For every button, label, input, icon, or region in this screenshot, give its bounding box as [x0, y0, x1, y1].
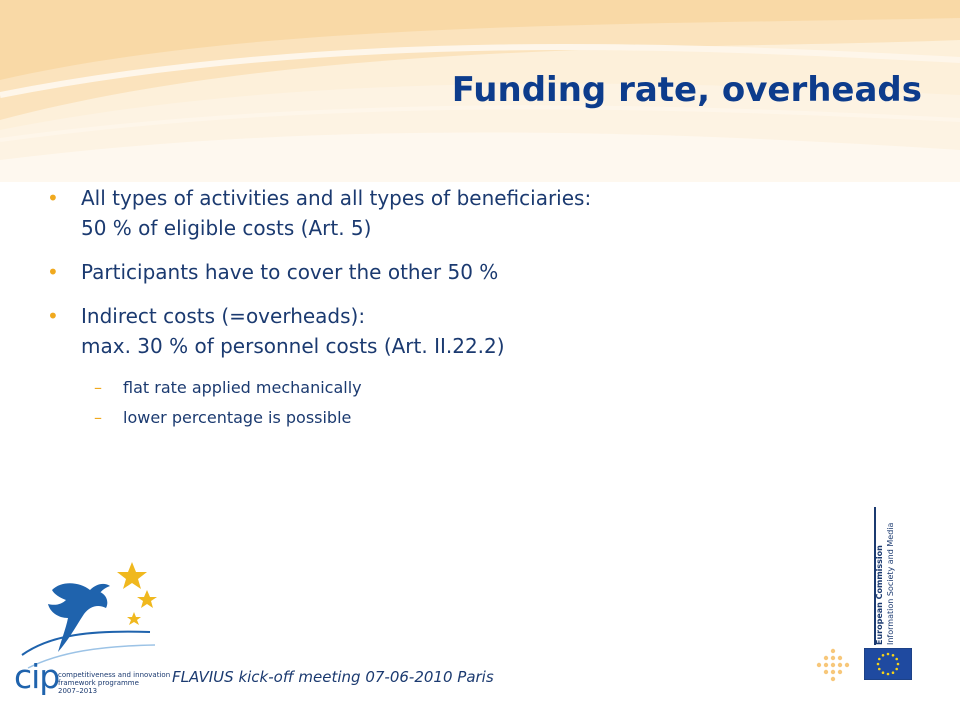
dash-icon: – [94, 378, 102, 397]
cip-text-line: competitiveness and innovation [58, 671, 171, 679]
dots-logo-icon [816, 648, 850, 682]
bullet-line: All types of activities and all types of beneficiaries: [81, 186, 592, 210]
sub-bullet-text: lower percentage is possible [123, 408, 352, 427]
ec-logo-text [874, 508, 904, 645]
ec-dg: Information Society and Media [886, 522, 895, 645]
cip-text-line: framework programme [58, 679, 139, 687]
sub-bullet-list [44, 373, 904, 433]
bullet-line: Participants have to cover the other 50 % [81, 260, 499, 284]
cip-text-line: 2007–2013 [58, 687, 98, 695]
bullet-line: max. 30 % of personnel costs (Art. II.22.2) [81, 334, 505, 358]
bullet-line: 50 % of eligible costs (Art. 5) [81, 216, 372, 240]
ec-name: European Commission [875, 545, 884, 645]
eu-flag-icon [864, 648, 912, 680]
bullet-item [44, 257, 904, 287]
footer-text: FLAVIUS kick-off meeting 07-06-2010 Paris [172, 668, 494, 686]
bullet-list [44, 183, 904, 433]
bullet-item [44, 183, 904, 243]
bullet-dot-icon: • [47, 304, 59, 328]
cip-logo-word: cip [14, 657, 60, 696]
bullet-dot-icon: • [47, 260, 59, 284]
bullet-line: Indirect costs (=overheads): [81, 304, 366, 328]
sub-bullet-text: flat rate applied mechanically [123, 378, 362, 397]
sub-bullet-item [44, 403, 904, 433]
bullet-dot-icon: • [47, 186, 59, 210]
slide-title: Funding rate, overheads [451, 70, 922, 110]
sub-bullet-item [44, 373, 904, 403]
ec-rotated-text [874, 508, 896, 645]
cip-logo-text [58, 671, 171, 695]
dash-icon: – [94, 408, 102, 427]
bullet-item [44, 301, 904, 361]
